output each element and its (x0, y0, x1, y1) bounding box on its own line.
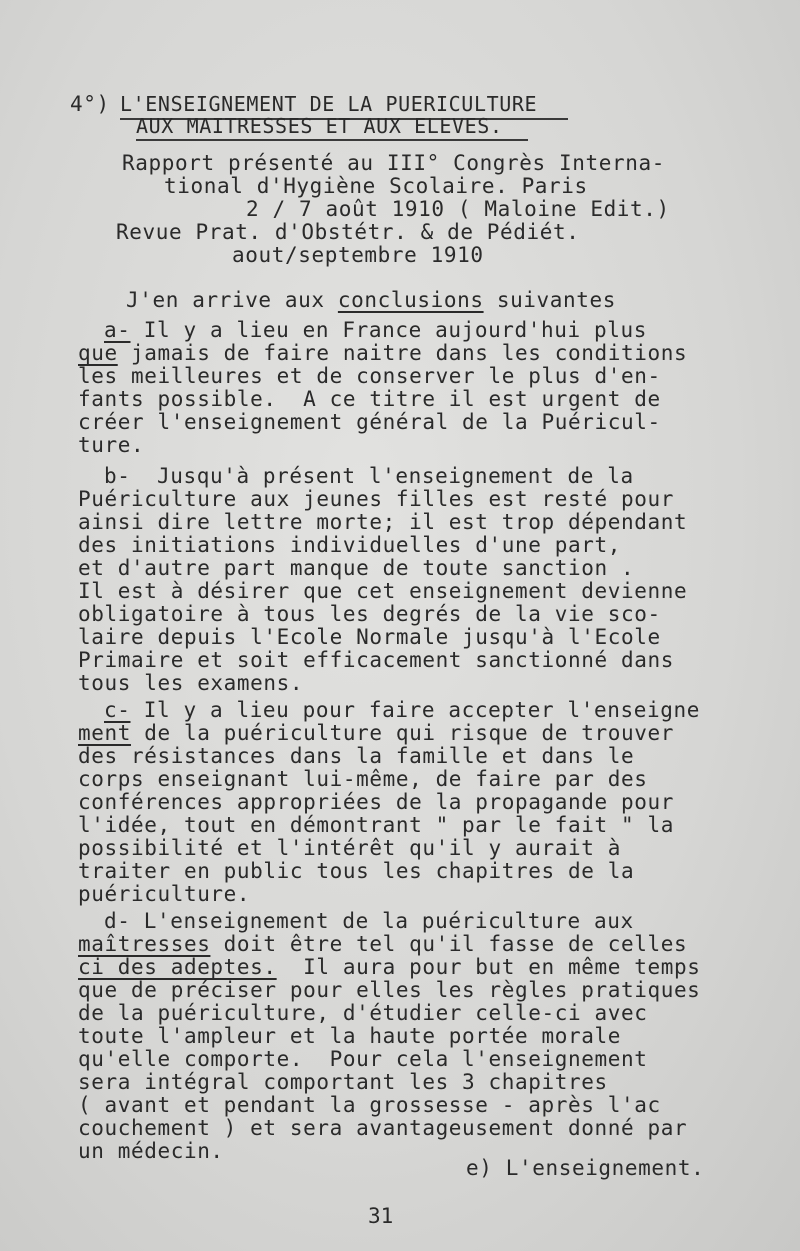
para-b-line-7: obligatoire à tous les degrés de la vie sco- (78, 602, 661, 626)
para-c-line-9: puériculture. (78, 882, 251, 906)
para-a-line-5: créer l'enseignement général de la Puéricul- (78, 410, 661, 434)
intro-before: J'en arrive aux (126, 288, 338, 312)
para-b-line-2: Puériculture aux jeunes filles est resté pour (78, 487, 674, 511)
para-c-line-6: l'idée, tout en démontrant " par le fait " la (78, 813, 674, 837)
para-c-line-7: possibilité et l'intérêt qu'il y aurait à (78, 836, 621, 860)
heading-number: 4°) (70, 92, 110, 116)
para-b-line-3: ainsi dire lettre morte; il est trop dépendant (78, 510, 688, 534)
para-c-line-1: c- Il y a lieu pour faire accepter l'enseigne (104, 698, 700, 722)
reference-line-4: Revue Prat. d'Obstétr. & de Pédiét. (116, 220, 580, 244)
reference-line-2: tional d'Hygiène Scolaire. Paris (164, 174, 588, 198)
para-c-line-4: corps enseignant lui-même, de faire par des (78, 767, 648, 791)
para-c-line-2: ment de la puériculture qui risque de trouver (78, 721, 674, 745)
para-d-line-6: toute l'ampleur et la haute portée morale (78, 1024, 621, 1048)
reference-line-3: 2 / 7 août 1910 ( Maloine Edit.) (246, 197, 670, 221)
reference-line-5: aout/septembre 1910 (232, 243, 484, 267)
para-d-line-11: un médecin. (78, 1139, 224, 1163)
intro-after: suivantes (483, 288, 617, 312)
para-b-line-4: des initiations individuelles d'une part, (78, 533, 621, 557)
heading-underline-2 (136, 139, 528, 141)
para-a-line-1: a- Il y a lieu en France aujourd'hui plus (104, 318, 647, 342)
para-a-line-4: fants possible. A ce titre il est urgent de (78, 387, 661, 411)
para-d-line-10: couchement ) et sera avantageusement donné par (78, 1116, 688, 1140)
para-d-line-2: maîtresses doit être tel qu'il fasse de celles (78, 932, 688, 956)
para-b-line-8: laire depuis l'Ecole Normale jusqu'à l'Ecole (78, 625, 661, 649)
para-b-marker: b- (104, 464, 131, 488)
heading-line-2: AUX MAITRESSES ET AUX ELEVES. (136, 114, 503, 138)
para-d-line-9: ( avant et pendant la grossesse - après l'ac (78, 1093, 661, 1117)
para-a-line-3: les meilleures et de conserver le plus d'en- (78, 364, 661, 388)
para-b-line-6: Il est à désirer que cet enseignement devienne (78, 579, 688, 603)
para-c-marker: c- (104, 698, 131, 722)
para-a-marker: a- (104, 318, 131, 342)
para-a-line-2: que jamais de faire naitre dans les conditions (78, 341, 688, 365)
para-d-line-3: ci des adeptes. Il aura pour but en même temps (78, 955, 701, 979)
intro-line (126, 288, 616, 312)
intro-emphasis: conclusions (337, 288, 484, 312)
para-d-line-5: de la puériculture, d'étudier celle-ci avec (78, 1001, 648, 1025)
page-number: 31 (368, 1204, 394, 1228)
next-section-heading: e) L'enseignement. (466, 1156, 705, 1180)
heading-line-1: L'ENSEIGNEMENT DE LA PUERICULTURE (120, 92, 538, 116)
reference-line-1: Rapport présenté au III° Congrès Interna- (122, 151, 665, 175)
para-d-line-8: sera intégral comportant les 3 chapitres (78, 1070, 608, 1094)
para-d-line-4: que de préciser pour elles les règles pratiques (78, 978, 701, 1002)
para-b-line-10: tous les examens. (78, 671, 304, 695)
para-c-line-8: traiter en public tous les chapitres de la (78, 859, 635, 883)
para-c-line-5: conférences appropriées de la propagande pour (78, 790, 674, 814)
para-b-line-9: Primaire et soit efficacement sanctionné dans (78, 648, 674, 672)
para-c-line-3: des résistances dans la famille et dans le (78, 744, 635, 768)
para-d-line-7: qu'elle comporte. Pour cela l'enseignement (78, 1047, 648, 1071)
para-b-line-5: et d'autre part manque de toute sanction . (78, 556, 635, 580)
para-d-line-1: d- L'enseignement de la puériculture aux (104, 909, 634, 933)
para-b-line-1: b- Jusqu'à présent l'enseignement de la (104, 464, 634, 488)
para-d-marker: d- (104, 909, 131, 933)
para-a-line-6: ture. (78, 433, 145, 457)
